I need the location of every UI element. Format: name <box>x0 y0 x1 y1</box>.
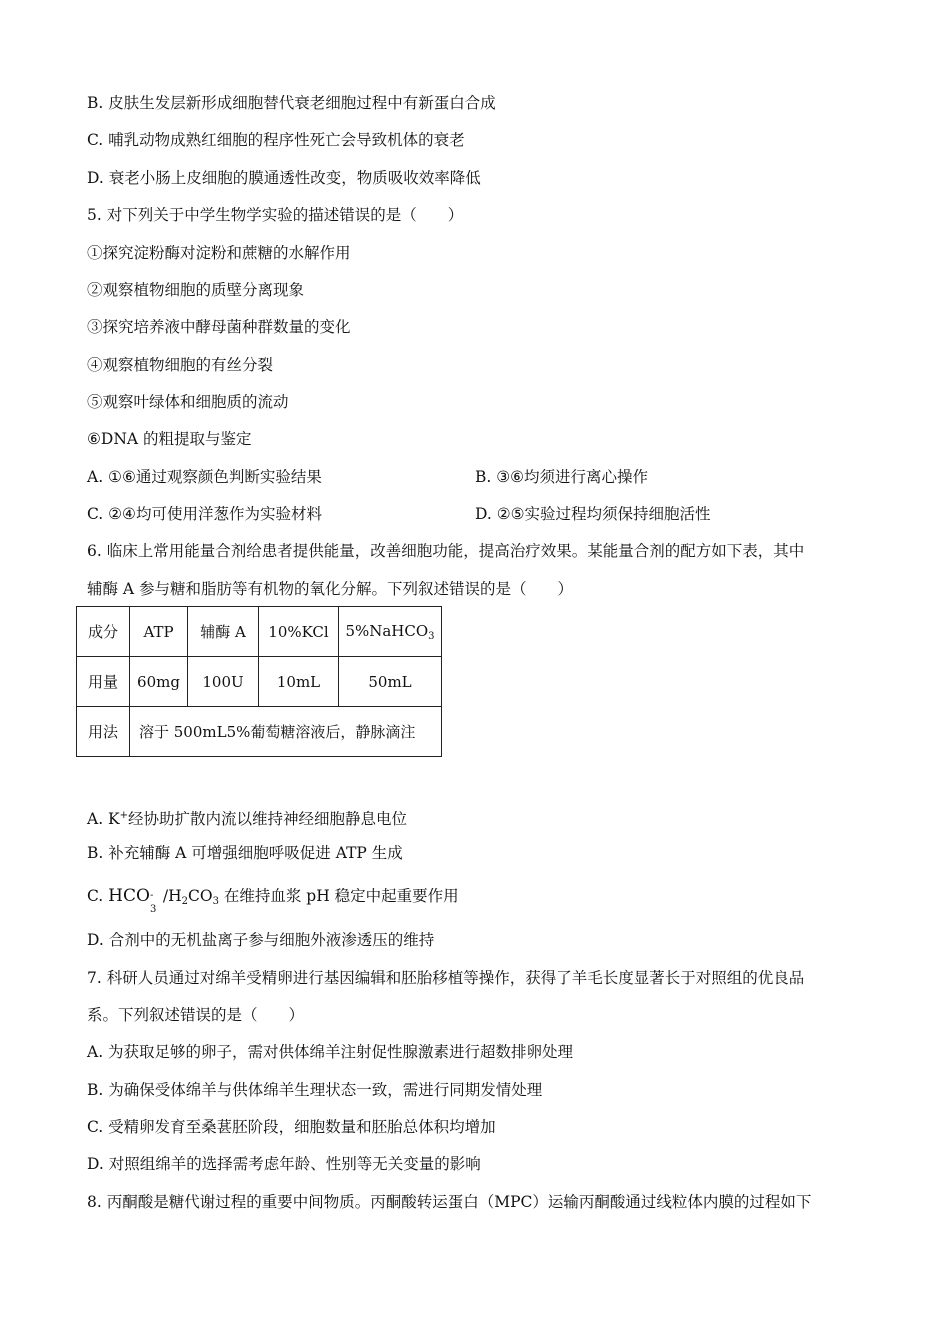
table-cell: ATP <box>130 607 188 657</box>
table-row <box>77 607 442 657</box>
table-row <box>77 657 442 707</box>
q5-item-3: ③探究培养液中酵母菌种群数量的变化 <box>87 318 351 336</box>
q7-option-c: C. 受精卵发育至桑葚胚阶段，细胞数量和胚胎总体积均增加 <box>87 1118 496 1136</box>
table-cell: 辅酶 A <box>188 607 259 657</box>
q6-option-a: A. K+经协助扩散内流以维持神经细胞静息电位 <box>87 810 408 828</box>
q5-item-5: ⑤观察叶绿体和细胞质的流动 <box>87 393 289 411</box>
table-cell: 60mg <box>130 657 188 707</box>
nahco3-subscript: 3 <box>428 630 435 642</box>
q5-item-1: ①探究淀粉酶对淀粉和蔗糖的水解作用 <box>87 244 351 262</box>
q5-option-a: A. ①⑥通过观察颜色判断实验结果 <box>87 468 322 486</box>
table-cell-usage: 溶于 500mL5%葡萄糖溶液后，静脉滴注 <box>130 707 442 757</box>
table-cell: 50mL <box>339 657 442 707</box>
energy-mixture-table <box>76 606 442 757</box>
q7-option-a: A. 为获取足够的卵子，需对供体绵羊注射促性腺激素进行超数排卵处理 <box>87 1043 574 1061</box>
q5-item-6: ⑥DNA 的粗提取与鉴定 <box>87 430 252 448</box>
q6-stem-line2: 辅酶 A 参与糖和脂肪等有机物的氧化分解。下列叙述错误的是（ ） <box>87 580 574 598</box>
table-cell: 10mL <box>259 657 339 707</box>
q7-option-b: B. 为确保受体绵羊与供体绵羊生理状态一致，需进行同期发情处理 <box>87 1081 543 1099</box>
q6-option-d: D. 合剂中的无机盐离子参与细胞外液渗透压的维持 <box>87 931 435 949</box>
q5-option-b: B. ③⑥均须进行离心操作 <box>475 468 649 486</box>
table-cell: 用法 <box>77 707 130 757</box>
q7-stem-line1: 7. 科研人员通过对绵羊受精卵进行基因编辑和胚胎移植等操作，获得了羊毛长度显著长于对照组的优良品 <box>87 969 805 987</box>
table-cell: 10%KCl <box>259 607 339 657</box>
q5-item-4: ④观察植物细胞的有丝分裂 <box>87 356 274 374</box>
q5-option-d: D. ②⑤实验过程均须保持细胞活性 <box>475 505 711 523</box>
q7-stem-line2: 系。下列叙述错误的是（ ） <box>87 1006 305 1024</box>
q4-option-b: B. 皮肤生发层新形成细胞替代衰老细胞过程中有新蛋白合成 <box>87 94 496 112</box>
table-cell-nahco3 <box>339 607 442 657</box>
q4-option-d: D. 衰老小肠上皮细胞的膜通透性改变，物质吸收效率降低 <box>87 169 481 187</box>
table-cell: 100U <box>188 657 259 707</box>
q6-option-b: B. 补充辅酶 A 可增强细胞呼吸促进 ATP 生成 <box>87 844 403 862</box>
table-row <box>77 707 442 757</box>
q7-option-d: D. 对照组绵羊的选择需考虑年龄、性别等无关变量的影响 <box>87 1155 481 1173</box>
q5-option-c: C. ②④均可使用洋葱作为实验材料 <box>87 505 322 523</box>
q6-stem-line1: 6. 临床上常用能量合剂给患者提供能量，改善细胞功能，提高治疗效果。某能量合剂的配方如下表，其中 <box>87 542 805 560</box>
q6-option-c: C. HCO - 3 $/H_2CO_3$ 在维持血浆 pH 稳定中起重要作用 <box>87 886 459 915</box>
q5-item-2: ②观察植物细胞的质壁分离现象 <box>87 281 305 299</box>
table-cell: 成分 <box>77 607 130 657</box>
bicarbonate-ion: HCO <box>108 886 150 906</box>
q5-stem: 5. 对下列关于中学生物学实验的描述错误的是（ ） <box>87 206 464 224</box>
q4-option-c: C. 哺乳动物成熟红细胞的程序性死亡会导致机体的衰老 <box>87 131 465 149</box>
q8-stem-line1: 8. 丙酮酸是糖代谢过程的重要中间物质。丙酮酸转运蛋白（MPC）运输丙酮酸通过线粒体内膜的过程如下 <box>87 1193 812 1211</box>
nahco3-formula: 5%NaHCO <box>345 621 429 640</box>
table-cell: 用量 <box>77 657 130 707</box>
